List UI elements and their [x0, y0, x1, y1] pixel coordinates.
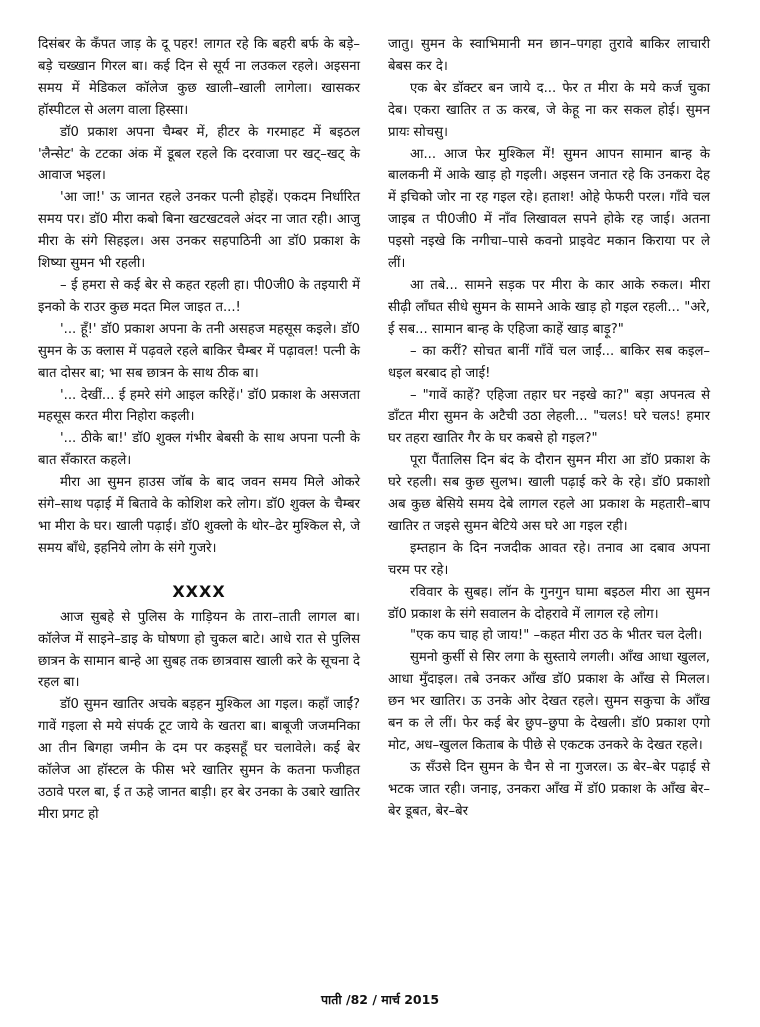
paragraph: – "गावें काहें? एहिजा तहार घर नइखे का?" बड़ा अपनत्व से डाँटत मीरा सुमन के अटैची उठा लेहली... "चलऽ! घरे चलऽ! हमार घर तहरा खातिर गैर के घर कबसे हो गइल?"	[388, 387, 710, 447]
paragraph: डॉ0 प्रकाश अपना चैम्बर में, हीटर के गरमाहट में बइठल 'लैन्सेट' के टटका अंक में डूबल रहले कि दरवाजा पर खट्–खट् के आवाज भइल।	[38, 124, 360, 184]
left-column	[38, 34, 360, 826]
paragraph: रविवार के सुबह। लॉन के गुनगुन घामा बइठल मीरा आ सुमन डॉ0 प्रकाश के संगे सवालन के दोहरावे में लागल रहे लोग।	[388, 584, 710, 622]
paragraph: आज सुबहे से पुलिस के गाड़ियन के तारा–ताती लागल बा। कॉलेज में साइने–डाइ के घोषणा हो चुकल बाटे। आधे रात से पुलिस छात्रन के सामान बान्हे आ सुबह तक छात्रवास खाली करे के सूचना दे रहल बा।	[38, 609, 360, 691]
paragraph: इम्तहान के दिन नजदीक आवत रहे। तनाव आ दबाव अपना चरम पर रहे।	[388, 540, 710, 578]
page-footer: पाती /82 / मार्च 2015	[320, 992, 440, 1007]
section-break: XXXX	[172, 581, 226, 601]
paragraph: "एक कप चाह हो जाय!" –कहत मीरा उठ के भीतर चल देली।	[410, 628, 703, 644]
paragraph: ऊ सँउसे दिन सुमन के चैन से ना गुजरल। ऊ बेर–बेर पढ़ाई से भटक जात रही। जनाइ, उनकरा आँख में डॉ0 प्रकाश के आँख बेर–बेर डूबत, बेर–बेर	[388, 759, 710, 819]
paragraph: आ तबे... सामने सड़क पर मीरा के कार आके रुकल। मीरा सीढ़ी लाँघत सीधे सुमन के सामने आके खाड़ हो गइल रहली... "अरे, ई सब... सामान बान्ह के एहिजा काहें खाड़ बाड़ू?"	[388, 277, 710, 337]
paragraph: '... हूँ!' डॉ0 प्रकाश अपना के तनी असहज महसूस कइले। डॉ0 सुमन के ऊ क्लास में पढ़वले रहले बाकिर चैम्बर में पढ़ावल! पत्नी के बात दोसर बा; भा सब छात्रन के साथ ठीक बा।	[38, 321, 360, 381]
paragraph: '... ठीके बा!' डॉ0 शुक्ल गंभीर बेबसी के साथ अपना पत्नी के बात सँकारत कहले।	[38, 431, 360, 469]
paragraph: पूरा पैंतालिस दिन बंद के दौरान सुमन मीरा आ डॉ0 प्रकाश के घरे रहली। सब कुछ सुलभ। खाली पढ़ाई करे के रहे। डॉ0 प्रकाशो अब कुछ बेसिये समय देबे लागल रहले आ प्रकाश के महतारी–बाप खातिर त जइसे सुमन बेटिये अस घरे आ गइल रही।	[388, 453, 710, 534]
paragraph: डॉ0 सुमन खातिर अचके बड़हन मुश्किल आ गइल। कहाँ जाईं? गावें गइला से मये संपर्क टूट जाये के खतरा बा। बाबूजी जजमनिका आ तीन बिगहा जमीन के दम पर कइसहूँ घर चलावेले। कई बेर कॉलेज आ हॉस्टल के फीस भरे खातिर सुमन के कतना फजीहत उठावे परल बा, ई त ऊहे जानत बाड़ी। हर बेर उनका के उबारे खातिर मीरा प्रगट हो	[38, 697, 360, 822]
paragraph: सुमनो कुर्सी से सिर लगा के सुस्ताये लगली। आँख आधा खुलल, आधा मुँदाइल। तबे उनकर आँख डॉ0 प्रकाश के आँख से मिलल। छन भर खातिर। ऊ उनके ओर देखत रहले। सुमन सकुचा के आँख बन क ले लीं। फेर कई बेर छुप–छुपा के देखली। डॉ0 प्रकाश एगो मोट, अध–खुलल किताब के पीछे से एकटक उनकरे के देखत रहले।	[388, 650, 710, 753]
paragraph: – ई हमरा से कई बेर से कहत रहली हा। पी0जी0 के तइयारी में इनको के राउर कुछ मदत मिल जाइत त...!	[38, 277, 360, 315]
paragraph: '... देखीं... ई हमरे संगे आइल करिहें।' डॉ0 प्रकाश के असजता महसूस करत मीरा निहोरा कइली।	[38, 387, 360, 425]
paragraph: एक बेर डॉक्टर बन जाये द... फेर त मीरा के मये कर्ज चुका देब। एकरा खातिर त ऊ करब, जे केहू ना कर सकल होई। सुमन प्रायः सोचसु।	[388, 80, 710, 140]
paragraph: मीरा आ सुमन हाउस जॉब के बाद जवन समय मिले ओकरे संगे–साथ पढ़ाई में बितावे के कोशिश करे लोग। डॉ0 शुक्ल के चैम्बर भा मीरा के घर। खाली पढ़ाई। डॉ0 शुक्लो के थोर–ढेर मुश्किल से, जे समय बाँधे, इहनिये लोग के संगे गुजरे।	[38, 475, 360, 556]
paragraph: – का करीं? सोचत बानीं गाँवें चल जाईं... बाकिर सब कइल–धइल बरबाद हो जाई!	[388, 343, 710, 381]
paragraph: दिसंबर के कँपत जाड़ के दू पहर! लागत रहे कि बहरी बर्फ के बड़े–बड़े चख्खान गिरल बा। कई दिन से सूर्य ना लउकल रहले। अइसना समय में मेडिकल कॉलेज कुछ खाली–खाली लागेला। खासकर हॉस्पीटल से अलग वाला हिस्सा।	[38, 37, 360, 118]
paragraph: आ... आज फेर मुश्किल में! सुमन आपन सामान बान्ह के बालकनी में आके खाड़ हो गइली। अइसन जनात रहे कि उनकरा देह में इचिको जोर ना रह गइल रहे। हताश! ओहे फेफरी परल। गाँवे चल जाइब त पी0जी0 में नाँव लिखावल सपने होके रह जाई। अतना पइसो नइखे कि नगीचा–पासे कवनो प्राइवेट मकान किराया पर ले लीं।	[388, 146, 710, 272]
right-column	[388, 34, 710, 823]
paragraph: जातु। सुमन के स्वाभिमानी मन छान–पगहा तुरावे बाकिर लाचारी बेबस कर दे।	[388, 37, 710, 74]
paragraph: 'आ जा!' ऊ जानत रहले उनकर पत्नी होइहें। एकदम निर्धारित समय पर। डॉ0 मीरा कबो बिना खटखटवले अंदर ना जात रही। आजु मीरा के संगे सिहइल। अस उनकर सहपाठिनी आ डॉ0 प्रकाश के शिष्या सुमन भी रहली।	[38, 190, 360, 272]
